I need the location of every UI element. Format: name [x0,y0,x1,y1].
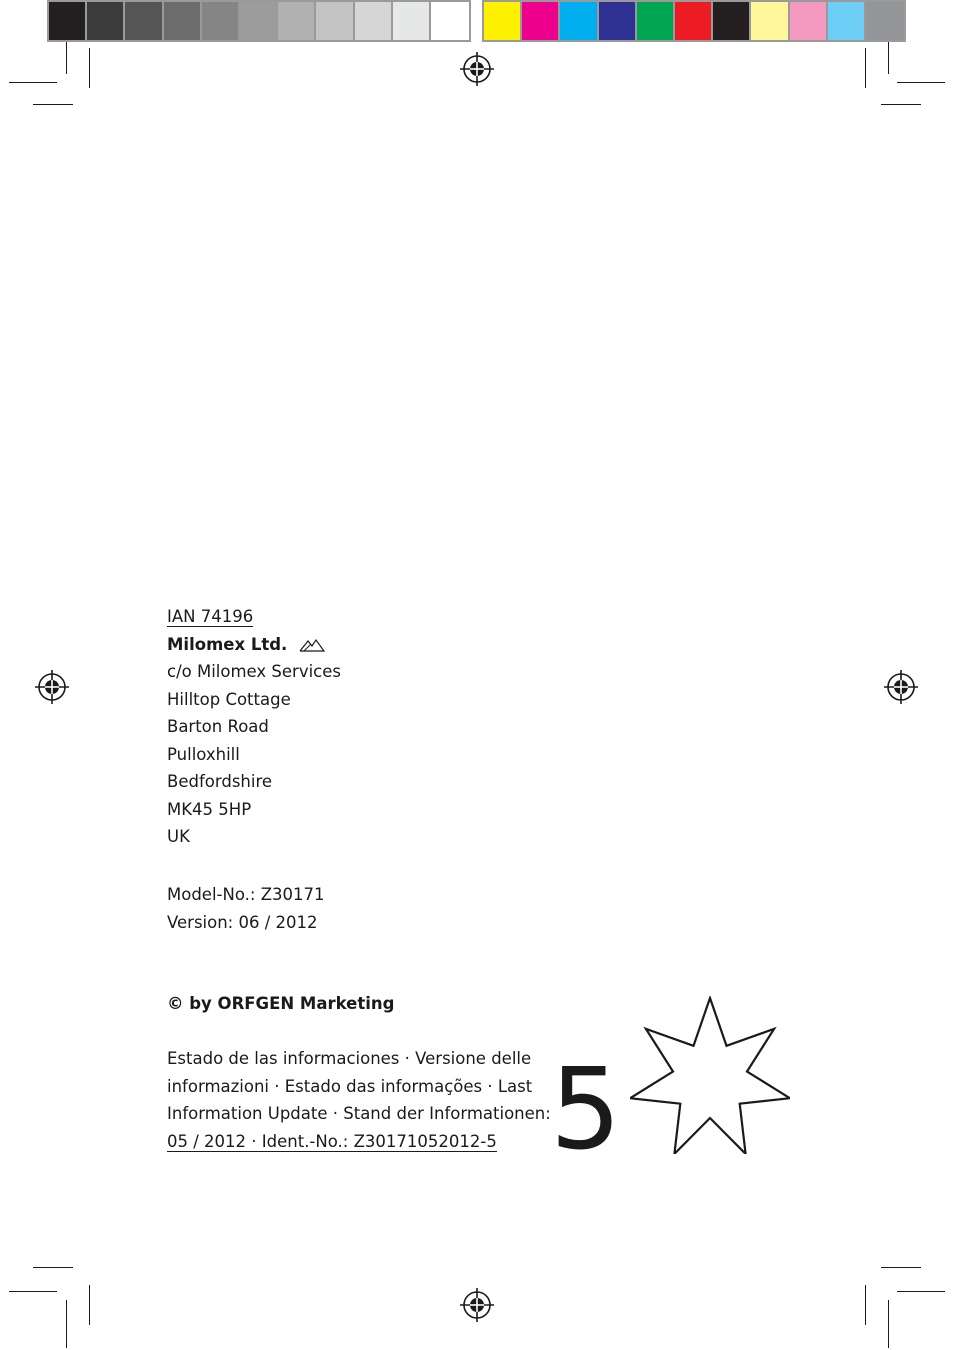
crop-mark [865,48,866,88]
color-swatch [713,2,751,40]
registration-mark-icon [460,52,494,86]
mountain-logo-icon [299,638,325,652]
crop-mark [9,1291,57,1292]
star-icon [630,996,790,1154]
registration-mark-icon [884,670,918,704]
color-swatch [316,2,354,40]
color-swatch [866,2,904,40]
gray-color-bar [47,0,471,42]
color-swatch [393,2,431,40]
crop-mark [9,82,57,83]
color-swatch [484,2,522,40]
ident-number: 05 / 2012 · Ident.-No.: Z30171052012-5 [167,1131,497,1151]
crop-mark [881,1267,921,1268]
crop-mark [897,1291,945,1292]
color-swatch [355,2,393,40]
crop-mark [33,1267,73,1268]
address-line: c/o Milomex Services [167,662,341,681]
color-swatch [751,2,789,40]
crop-mark [881,104,921,105]
crop-mark [888,1300,889,1348]
color-swatch [599,2,637,40]
address-block [167,603,341,851]
info-line: Estado de las informaciones · Versione delle [167,1049,532,1068]
model-block [167,881,324,936]
color-swatch [202,2,240,40]
crop-mark [66,1300,67,1348]
crop-mark [897,82,945,83]
color-swatch [675,2,713,40]
color-swatch [828,2,866,40]
color-swatch [164,2,202,40]
address-line: MK45 5HP [167,799,252,819]
crop-mark [888,42,889,74]
ian-number: IAN 74196 [167,607,254,626]
info-line: Information Update · Stand der Informationen: [167,1104,551,1123]
color-swatch [125,2,163,40]
color-swatch [278,2,316,40]
copyright: © by ORFGEN Marketing [167,994,395,1013]
address-line: Pulloxhill [167,744,240,764]
color-swatch [240,2,278,40]
company-line [167,631,341,659]
crop-mark [89,1285,90,1325]
badge-number: 5 [550,1045,622,1175]
model-number: Model-No.: Z30171 [167,885,325,904]
info-line: informazioni · Estado das informações · Last [167,1076,533,1096]
color-swatch [522,2,560,40]
registration-mark-icon [35,670,69,704]
color-swatch [790,2,828,40]
color-swatch [87,2,125,40]
address-line: UK [167,827,190,846]
address-line: Hilltop Cottage [167,689,291,709]
version: Version: 06 / 2012 [167,912,318,932]
registration-mark-icon [460,1288,494,1322]
cmyk-color-bar [482,0,906,42]
color-swatch [637,2,675,40]
color-swatch [431,2,469,40]
crop-mark [865,1285,866,1325]
crop-mark [66,42,67,74]
address-line: Bedfordshire [167,772,273,791]
address-line: Barton Road [167,717,269,736]
company-name: Milomex Ltd. [167,634,288,654]
info-block [167,1045,551,1155]
crop-mark [33,104,73,105]
color-swatch [49,2,87,40]
color-swatch [560,2,598,40]
crop-mark [89,48,90,88]
